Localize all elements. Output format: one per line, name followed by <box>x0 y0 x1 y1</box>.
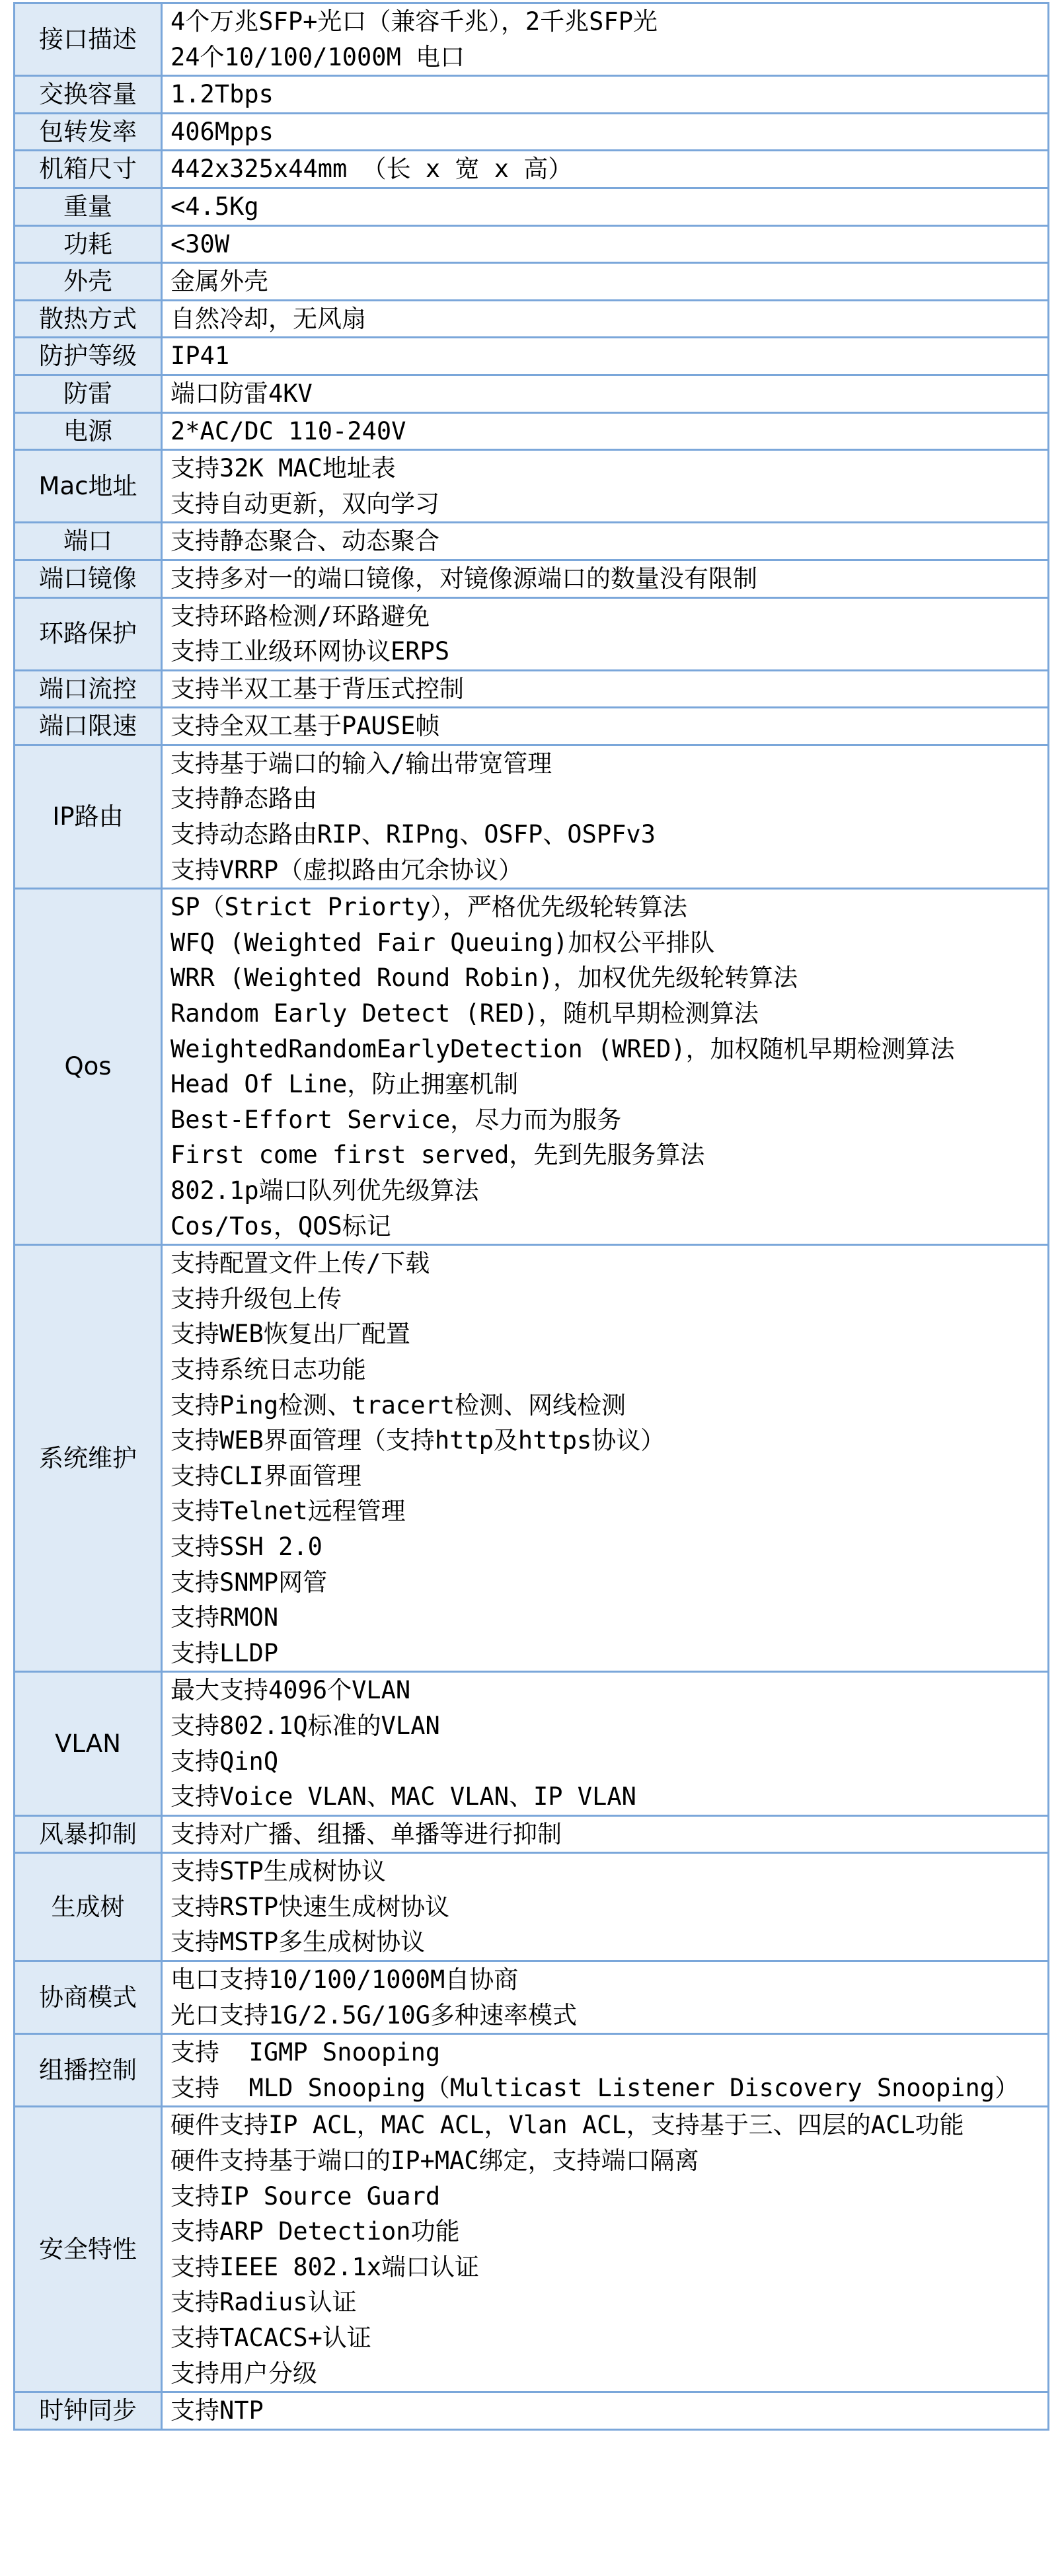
spec-value-line: 支持RMON <box>170 1603 279 1632</box>
spec-value-line: 4个万兆SFP+光口（兼容千兆），2千兆SFP光 <box>170 7 658 36</box>
spec-value-cell <box>162 263 1049 301</box>
spec-row <box>15 708 1049 745</box>
spec-value-line: 支持升级包上传 <box>170 1284 342 1313</box>
spec-value-line: 支持CLI界面管理 <box>170 1461 361 1490</box>
spec-value-line: 支持RSTP快速生成树协议 <box>170 1892 450 1921</box>
spec-value-line: 支持半双工基于背压式控制 <box>170 674 464 703</box>
spec-table-body <box>15 3 1049 2430</box>
spec-label: 系统维护 <box>39 1443 137 1472</box>
spec-row <box>15 670 1049 708</box>
spec-value-cell <box>162 597 1049 670</box>
spec-label: 电源 <box>63 416 112 445</box>
spec-value-line: Head Of Line，防止拥塞机制 <box>170 1070 519 1099</box>
spec-label-cell <box>15 263 162 301</box>
spec-value-line: 支持WEB恢复出厂配置 <box>170 1320 410 1349</box>
spec-value-line: 支持LLDP <box>170 1638 279 1667</box>
spec-row <box>15 412 1049 450</box>
spec-label-cell <box>15 2034 162 2107</box>
spec-row <box>15 560 1049 597</box>
spec-label: 散热方式 <box>39 304 137 333</box>
spec-label-cell <box>15 1245 162 1672</box>
spec-value-cell <box>162 745 1049 888</box>
spec-label-cell <box>15 151 162 188</box>
spec-value-line: 端口防雷4KV <box>170 379 313 408</box>
spec-label: 端口 <box>63 527 112 556</box>
spec-value-cell <box>162 708 1049 745</box>
spec-label-cell <box>15 745 162 888</box>
spec-value-line: 支持配置文件上传/下载 <box>170 1249 430 1278</box>
spec-value-line: WeightedRandomEarlyDetection (WRED)，加权随机早期检测算法 <box>170 1034 955 1063</box>
spec-value-line: 支持VRRP（虚拟路由冗余协议） <box>170 855 523 884</box>
spec-label: 重量 <box>63 192 112 221</box>
spec-value-line: 支持多对一的端口镜像，对镜像源端口的数量没有限制 <box>170 564 757 593</box>
spec-value-cell <box>162 300 1049 338</box>
spec-value-cell <box>162 1853 1049 1961</box>
spec-row <box>15 889 1049 1245</box>
spec-row <box>15 597 1049 670</box>
spec-value-line: 406Mpps <box>170 117 274 146</box>
spec-value-cell <box>162 3 1049 76</box>
spec-value-line: 支持SSH 2.0 <box>170 1532 322 1561</box>
spec-label: 安全特性 <box>39 2235 137 2264</box>
spec-value-cell <box>162 412 1049 450</box>
spec-value-line: <4.5Kg <box>170 192 259 221</box>
spec-label-cell <box>15 450 162 523</box>
spec-label-cell <box>15 300 162 338</box>
spec-value-cell <box>162 225 1049 263</box>
spec-value-line: 支持STP生成树协议 <box>170 1857 386 1886</box>
spec-value-line: 支持IP Source Guard <box>170 2181 441 2211</box>
spec-value-cell <box>162 375 1049 412</box>
spec-label-cell <box>15 1815 162 1853</box>
spec-label: 组播控制 <box>39 2056 137 2085</box>
spec-value-line: 支持MSTP多生成树协议 <box>170 1928 426 1957</box>
spec-label: 交换容量 <box>39 80 137 109</box>
spec-label: 端口流控 <box>39 674 137 703</box>
spec-value-line: 1.2Tbps <box>170 80 274 109</box>
spec-row <box>15 2392 1049 2430</box>
spec-value-line: First come first served，先到先服务算法 <box>170 1141 705 1170</box>
spec-label-cell <box>15 3 162 76</box>
spec-value-cell <box>162 1815 1049 1853</box>
spec-label: 环路保护 <box>39 619 137 648</box>
spec-value-line: 支持动态路由RIP、RIPng、OSFP、OSPFv3 <box>170 820 656 849</box>
spec-value-cell <box>162 338 1049 375</box>
spec-label: 协商模式 <box>39 1983 137 2012</box>
spec-value-line: 支持 MLD Snooping（Multicast Listener Discovery Snooping） <box>170 2073 1020 2102</box>
spec-value-line: 支持Ping检测、tracert检测、网线检测 <box>170 1390 626 1420</box>
spec-table <box>13 2 1049 2431</box>
spec-label-cell <box>15 2392 162 2430</box>
spec-value-line: IP41 <box>170 342 230 371</box>
spec-label-cell <box>15 76 162 114</box>
spec-row <box>15 225 1049 263</box>
spec-label-cell <box>15 2107 162 2392</box>
spec-label-cell <box>15 412 162 450</box>
spec-value-line: 支持用户分级 <box>170 2359 317 2388</box>
spec-value-cell <box>162 113 1049 151</box>
spec-label: IP路由 <box>52 802 124 831</box>
spec-label-cell <box>15 113 162 151</box>
spec-value-cell <box>162 889 1049 1245</box>
spec-label-cell <box>15 560 162 597</box>
spec-label-cell <box>15 225 162 263</box>
spec-row <box>15 1815 1049 1853</box>
spec-label: 防雷 <box>63 379 112 408</box>
spec-value-cell <box>162 2034 1049 2107</box>
spec-label: 接口描述 <box>39 24 137 54</box>
spec-label-cell <box>15 375 162 412</box>
spec-label: 功耗 <box>63 229 112 258</box>
spec-value-line: 支持环路检测/环路避免 <box>170 601 430 630</box>
spec-value-line: 支持NTP <box>170 2396 264 2425</box>
spec-value-line: 自然冷却，无风扇 <box>170 304 366 333</box>
spec-row <box>15 113 1049 151</box>
spec-value-line: 支持TACACS+认证 <box>170 2324 371 2352</box>
spec-value-cell <box>162 1672 1049 1815</box>
spec-label-cell <box>15 708 162 745</box>
spec-label-cell <box>15 889 162 1245</box>
spec-label: Qos <box>64 1052 112 1081</box>
spec-row <box>15 188 1049 225</box>
spec-value-cell <box>162 1245 1049 1672</box>
spec-row <box>15 1245 1049 1672</box>
spec-label: 生成树 <box>51 1892 125 1921</box>
spec-label: 端口镜像 <box>39 564 137 593</box>
spec-value-line: 支持Voice VLAN、MAC VLAN、IP VLAN <box>170 1782 636 1811</box>
spec-row <box>15 745 1049 888</box>
spec-value-cell <box>162 523 1049 560</box>
spec-value-line: 支持 IGMP Snooping <box>170 2038 441 2067</box>
spec-value-line: Cos/Tos，QOS标记 <box>170 1211 391 1240</box>
spec-value-cell <box>162 450 1049 523</box>
spec-label: VLAN <box>55 1729 121 1758</box>
spec-value-line: 支持SNMP网管 <box>170 1568 328 1597</box>
spec-row <box>15 338 1049 375</box>
spec-value-line: 电口支持10/100/1000M自协商 <box>170 1965 519 1994</box>
spec-value-line: 硬件支持基于端口的IP+MAC绑定，支持端口隔离 <box>170 2146 699 2176</box>
spec-value-line: 支持QinQ <box>170 1747 279 1776</box>
spec-row <box>15 300 1049 338</box>
spec-label-cell <box>15 188 162 225</box>
spec-value-cell <box>162 670 1049 708</box>
spec-value-line: WRR (Weighted Round Robin)，加权优先级轮转算法 <box>170 964 798 993</box>
spec-value-line: <30W <box>170 229 230 258</box>
spec-value-cell <box>162 2107 1049 2392</box>
spec-value-line: 最大支持4096个VLAN <box>170 1676 411 1705</box>
spec-row <box>15 2034 1049 2107</box>
spec-row <box>15 76 1049 114</box>
spec-label-cell <box>15 670 162 708</box>
spec-value-line: 支持32K MAC地址表 <box>170 454 396 483</box>
spec-value-line: 支持工业级环网协议ERPS <box>170 637 450 666</box>
spec-value-line: SP（Strict Priorty），严格优先级轮转算法 <box>170 893 687 922</box>
spec-value-line: 支持IEEE 802.1x端口认证 <box>170 2252 480 2281</box>
spec-label-cell <box>15 1672 162 1815</box>
spec-value-line: WFQ (Weighted Fair Queuing)加权公平排队 <box>170 928 715 957</box>
spec-value-line: 光口支持1G/2.5G/10G多种速率模式 <box>170 2000 578 2029</box>
spec-value-line: 支持静态聚合、动态聚合 <box>170 527 439 556</box>
spec-value-line: 支持系统日志功能 <box>170 1355 366 1384</box>
spec-value-line: 金属外壳 <box>170 267 268 296</box>
spec-row <box>15 1672 1049 1815</box>
spec-value-line: 支持WEB界面管理（支持http及https协议） <box>170 1426 665 1455</box>
spec-value-line: Random Early Detect (RED)，随机早期检测算法 <box>170 999 759 1028</box>
spec-value-cell <box>162 560 1049 597</box>
spec-row <box>15 450 1049 523</box>
spec-label-cell <box>15 338 162 375</box>
spec-label: 机箱尺寸 <box>39 155 137 184</box>
spec-label-cell <box>15 1961 162 2034</box>
spec-value-line: 24个10/100/1000M 电口 <box>170 42 465 71</box>
spec-value-line: 支持Radius认证 <box>170 2288 357 2317</box>
spec-value-cell <box>162 188 1049 225</box>
spec-row <box>15 375 1049 412</box>
spec-label: 风暴抑制 <box>39 1819 137 1848</box>
spec-value-line: 支持全双工基于PAUSE帧 <box>170 712 440 741</box>
spec-value-line: 442x325x44mm （长 x 宽 x 高） <box>170 155 573 184</box>
spec-value-line: 硬件支持IP ACL，MAC ACL，Vlan ACL，支持基于三、四层的ACL功能 <box>170 2111 964 2140</box>
spec-value-line: 支持对广播、组播、单播等进行抑制 <box>170 1819 562 1848</box>
spec-label: 防护等级 <box>39 342 137 371</box>
spec-row <box>15 523 1049 560</box>
spec-row <box>15 1961 1049 2034</box>
spec-value-cell <box>162 76 1049 114</box>
spec-value-line: 支持Telnet远程管理 <box>170 1497 406 1526</box>
spec-row <box>15 151 1049 188</box>
spec-value-line: 支持基于端口的输入/输出带宽管理 <box>170 749 552 778</box>
spec-label: 包转发率 <box>39 117 137 146</box>
spec-row <box>15 3 1049 76</box>
spec-label: Mac地址 <box>38 471 137 500</box>
spec-value-line: 支持自动更新，双向学习 <box>170 489 439 518</box>
spec-label-cell <box>15 597 162 670</box>
spec-row <box>15 1853 1049 1961</box>
spec-label: 时钟同步 <box>39 2396 137 2425</box>
spec-label: 外壳 <box>63 267 112 296</box>
spec-value-line: 支持802.1Q标准的VLAN <box>170 1711 440 1740</box>
spec-value-line: 802.1p端口队列优先级算法 <box>170 1176 479 1205</box>
spec-row <box>15 2107 1049 2392</box>
spec-row <box>15 263 1049 301</box>
spec-label: 端口限速 <box>39 712 137 741</box>
spec-value-line: 支持ARP Detection功能 <box>170 2217 460 2246</box>
spec-label-cell <box>15 1853 162 1961</box>
spec-value-cell <box>162 2392 1049 2430</box>
spec-value-line: 2*AC/DC 110-240V <box>170 416 406 445</box>
spec-value-line: 支持静态路由 <box>170 784 317 814</box>
spec-value-cell <box>162 151 1049 188</box>
spec-label-cell <box>15 523 162 560</box>
spec-value-cell <box>162 1961 1049 2034</box>
spec-value-line: Best-Effort Service，尽力而为服务 <box>170 1105 622 1134</box>
